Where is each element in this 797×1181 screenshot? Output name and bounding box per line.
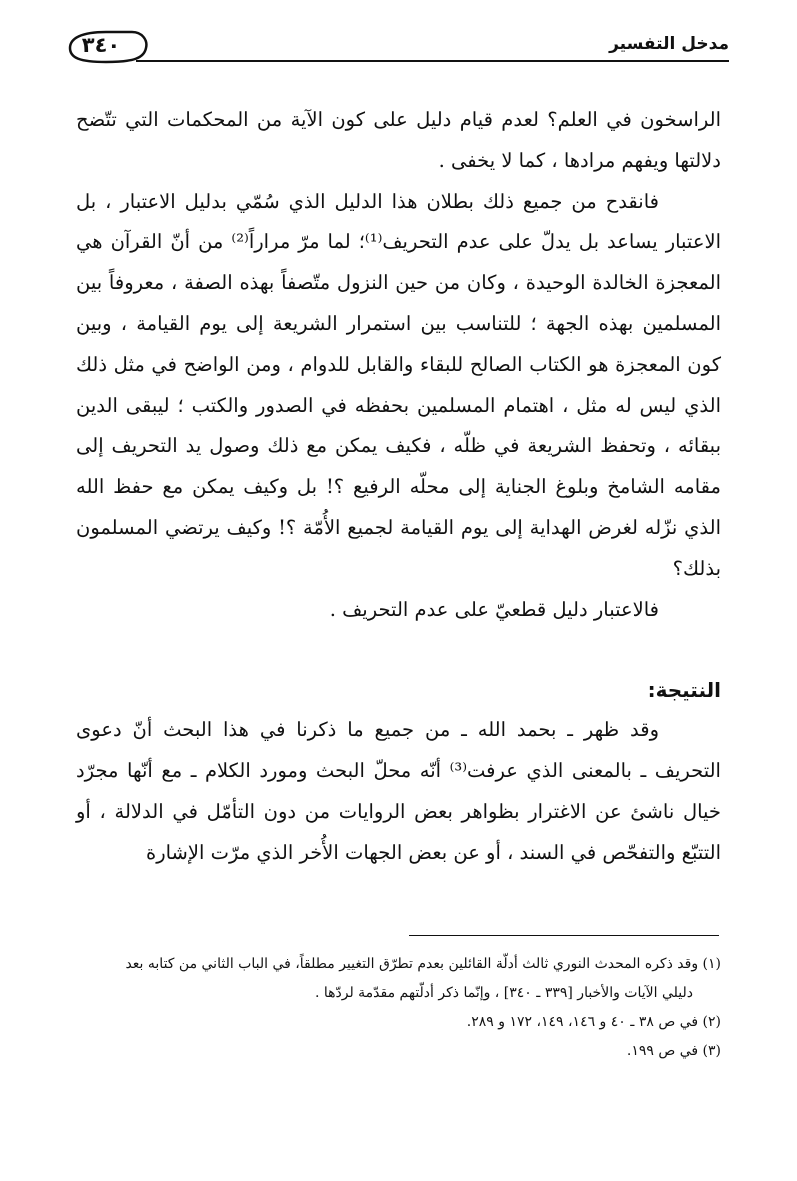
main-text: [76, 100, 721, 874]
footnote-rule: [409, 935, 719, 936]
page-header: [68, 26, 729, 70]
page-number: ٣٤٠: [81, 33, 121, 57]
header-rule: [136, 60, 729, 62]
section-spacer: [76, 630, 721, 670]
footnote-3: (٣) في ص ١٩٩.: [626, 1043, 721, 1059]
footnotes: [76, 950, 721, 1066]
paragraph-2: فانقدح من جميع ذلك بطلان هذا الدليل الذي سُمّي بدليل الاعتبار ، بل الاعتبار يساعد بل يدلّ على عدم التحريف⁽¹⁾؛ لما مرّ مراراً⁽²⁾ من أنّ القرآن هي المعجزة الخالدة الوحيدة ، وكان من حين النزول متّصفاً بهذه الصفة ، معروفاً بين المسلمين بهذه الجهة ؛ للتناسب بين استمرار الشريعة إلى يوم القيامة ، وبين كون المعجزة هو الكتاب الصالح للبقاء والقابل للدوام ، ومن الواضح في مثل ذلك الذي ليس له مثل ، اهتمام المسلمين بحفظه في الصدور والكتب ؛ ليبقى الدين ببقائه ، وتحفظ الشريعة في ظلّه ، فكيف يمكن مع ذلك وصول يد التحريف إلى مقامه الشامخ وبلوغ الجناية إلى محلّه الرفيع ؟! بل وكيف يمكن مع حفظ الله الذي نزّله لغرض الهداية إلى يوم القيامة لجميع الأُمّة ؟! وكيف يرتضي المسلمون بذلك؟: [76, 189, 721, 580]
section-heading: النتيجة:: [647, 678, 721, 703]
footnote-1: (١) وقد ذكره المحدث النوري ثالث أدلّة القائلين بعدم تطرّق التغيير مطلقاً، في الباب الثاني من كتابه بعد: [125, 956, 721, 972]
footnote-2: (٢) في ص ٣٨ ـ ٤٠ و ١٤٦، ١٤٩، ١٧٢ و ٢٨٩.: [466, 1014, 721, 1030]
paragraph-3: فالاعتبار دليل قطعيّ على عدم التحريف .: [329, 597, 659, 621]
section-paragraph: وقد ظهر ـ بحمد الله ـ من جميع ما ذكرنا في هذا البحث أنّ دعوى التحريف ـ بالمعنى الذي عرفت⁽³⁾ أنّه محلّ البحث ومورد الكلام ـ مع أنّها مجرّد خيال ناشئ عن الاغترار بظواهر بعض الروايات من دون التأمّل في الدلالة ، أو التتبّع والتفحّص في السند ، أو عن بعض الجهات الأُخر الذي مرّت الإشارة: [76, 718, 721, 864]
footnote-1-continued: دليلي الآيات والأخبار [٣٣٩ ـ ٣٤٠] ، وإنّما ذكر أدلّتهم مقدّمة لردّها .: [314, 985, 693, 1001]
running-title: مدخل التفسير: [609, 34, 729, 54]
paragraph-1: الراسخون في العلم؟ لعدم قيام دليل على كون الآية من المحكمات التي تتّضح دلالتها ويفهم مرادها ، كما لا يخفى .: [76, 108, 721, 172]
